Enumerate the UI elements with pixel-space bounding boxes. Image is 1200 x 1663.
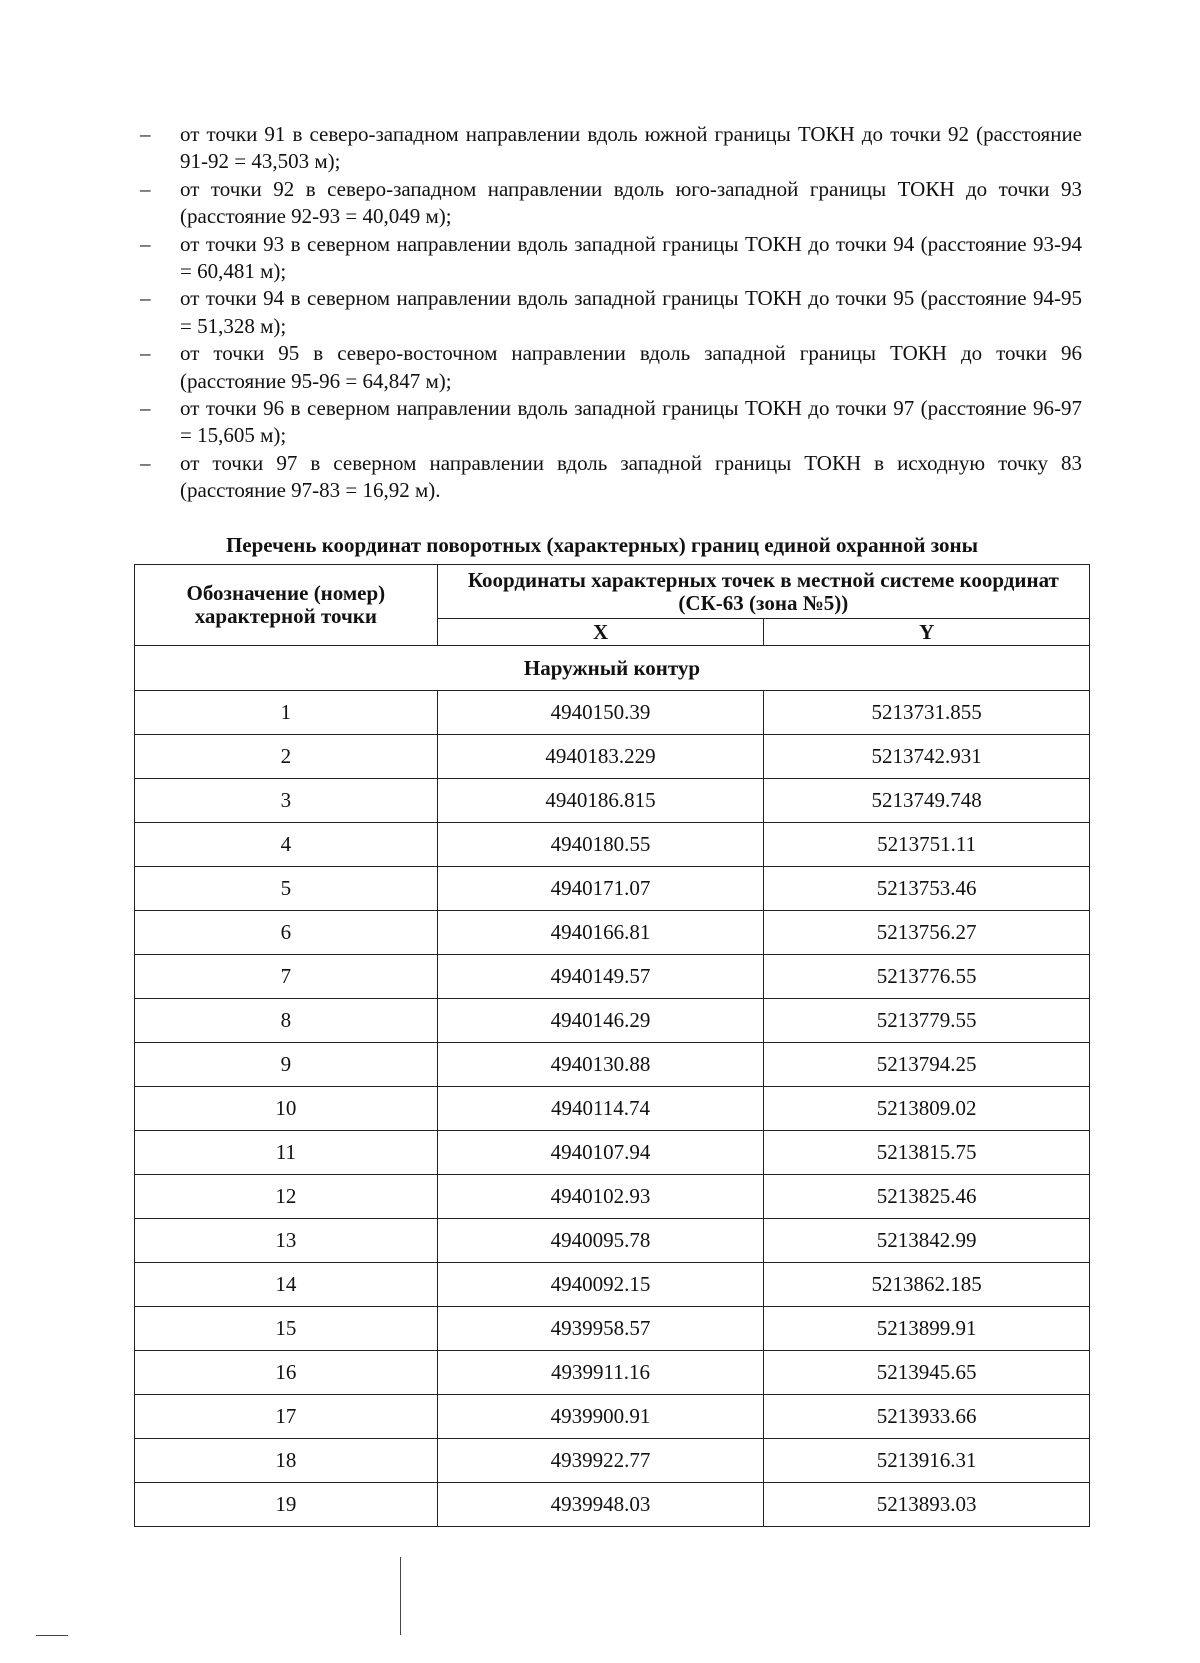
list-dash: – xyxy=(140,231,151,256)
point-number-cell: 6 xyxy=(135,911,438,955)
point-number-cell: 19 xyxy=(135,1483,438,1527)
point-number-cell: 16 xyxy=(135,1351,438,1395)
y-coordinate-cell: 5213742.931 xyxy=(764,735,1090,779)
point-number-cell: 5 xyxy=(135,867,438,911)
point-number-cell: 3 xyxy=(135,779,438,823)
y-coordinate-cell: 5213899.91 xyxy=(764,1307,1090,1351)
y-coordinate-cell: 5213776.55 xyxy=(764,955,1090,999)
x-coordinate-cell: 4940180.55 xyxy=(437,823,764,867)
y-coordinate-cell: 5213749.748 xyxy=(764,779,1090,823)
point-number-cell: 14 xyxy=(135,1263,438,1307)
x-coordinate-cell: 4939948.03 xyxy=(437,1483,764,1527)
section-row xyxy=(135,646,1090,691)
table-row xyxy=(135,779,1090,823)
list-dash: – xyxy=(140,176,151,201)
y-coordinate-cell: 5213731.855 xyxy=(764,691,1090,735)
x-coordinate-cell: 4940150.39 xyxy=(437,691,764,735)
point-number-cell: 17 xyxy=(135,1395,438,1439)
x-coordinate-cell: 4940130.88 xyxy=(437,1043,764,1087)
x-coordinate-cell: 4940186.815 xyxy=(437,779,764,823)
table-row xyxy=(135,867,1090,911)
table-row xyxy=(135,1439,1090,1483)
table-row xyxy=(135,1307,1090,1351)
list-item-text: от точки 93 в северном направлении вдоль западной границы ТОКН до точки 94 (расстояние 93-94 = 60,481 м); xyxy=(180,231,1082,284)
x-column-header: X xyxy=(437,619,764,646)
table-row xyxy=(135,1263,1090,1307)
list-dash: – xyxy=(140,122,151,146)
x-coordinate-cell: 4940171.07 xyxy=(437,867,764,911)
point-number-cell: 4 xyxy=(135,823,438,867)
x-coordinate-cell: 4939922.77 xyxy=(437,1439,764,1483)
coordinates-table xyxy=(134,564,1090,1527)
scan-artifact xyxy=(36,1635,68,1636)
table-row xyxy=(135,1483,1090,1527)
point-number-header: Обозначение (номер) характерной точки xyxy=(135,565,438,646)
table-row xyxy=(135,691,1090,735)
table-row xyxy=(135,955,1090,999)
boundary-description-list xyxy=(140,121,1082,505)
point-number-cell: 15 xyxy=(135,1307,438,1351)
point-number-cell: 10 xyxy=(135,1087,438,1131)
y-coordinate-cell: 5213945.65 xyxy=(764,1351,1090,1395)
table-header-row xyxy=(135,565,1090,619)
x-coordinate-cell: 4939911.16 xyxy=(437,1351,764,1395)
table-row xyxy=(135,1131,1090,1175)
point-number-cell: 18 xyxy=(135,1439,438,1483)
y-coordinate-cell: 5213751.11 xyxy=(764,823,1090,867)
y-coordinate-cell: 5213809.02 xyxy=(764,1087,1090,1131)
y-coordinate-cell: 5213815.75 xyxy=(764,1131,1090,1175)
list-item-text: от точки 92 в северо-западном направлении вдоль юго-западной границы ТОКН до точки 93 (расстояние 92-93 = 40,049 м); xyxy=(180,176,1082,229)
list-item-text: от точки 91 в северо-западном направлении вдоль южной границы ТОКН до точки 92 (расстояние 91-92 = 43,503 м); xyxy=(180,122,1082,174)
point-number-cell: 9 xyxy=(135,1043,438,1087)
y-column-header: Y xyxy=(764,619,1090,646)
x-coordinate-cell: 4940102.93 xyxy=(437,1175,764,1219)
y-coordinate-cell: 5213756.27 xyxy=(764,911,1090,955)
x-coordinate-cell: 4940146.29 xyxy=(437,999,764,1043)
x-coordinate-cell: 4940092.15 xyxy=(437,1263,764,1307)
list-item-text: от точки 94 в северном направлении вдоль западной границы ТОКН до точки 95 (расстояние 94-95 = 51,328 м); xyxy=(180,286,1082,338)
section-label: Наружный контур xyxy=(135,646,1090,691)
table-row xyxy=(135,1175,1090,1219)
list-item xyxy=(140,340,1082,395)
list-dash: – xyxy=(140,341,151,366)
y-coordinate-cell: 5213825.46 xyxy=(764,1175,1090,1219)
x-coordinate-cell: 4940166.81 xyxy=(437,911,764,955)
table-row xyxy=(135,999,1090,1043)
table-row xyxy=(135,735,1090,779)
coordinates-header: Координаты характерных точек в местной системе координат (СК-63 (зона №5)) xyxy=(437,565,1089,619)
list-item-text: от точки 96 в северном направлении вдоль западной границы ТОКН до точки 97 (расстояние 96-97 = 15,605 м); xyxy=(180,396,1082,448)
point-number-cell: 2 xyxy=(135,735,438,779)
x-coordinate-cell: 4940107.94 xyxy=(437,1131,764,1175)
y-coordinate-cell: 5213753.46 xyxy=(764,867,1090,911)
list-dash: – xyxy=(140,286,151,311)
x-coordinate-cell: 4940095.78 xyxy=(437,1219,764,1263)
table-row xyxy=(135,1351,1090,1395)
table-title: Перечень координат поворотных (характерных) границ единой охранной зоны xyxy=(225,533,979,557)
point-number-cell: 1 xyxy=(135,691,438,735)
y-coordinate-cell: 5213862.185 xyxy=(764,1263,1090,1307)
list-item xyxy=(140,395,1082,450)
list-dash: – xyxy=(140,450,151,475)
y-coordinate-cell: 5213779.55 xyxy=(764,999,1090,1043)
table-row xyxy=(135,911,1090,955)
table-row xyxy=(135,1043,1090,1087)
table-body xyxy=(135,646,1090,1527)
table-row xyxy=(135,1087,1090,1131)
point-number-cell: 7 xyxy=(135,955,438,999)
point-number-cell: 13 xyxy=(135,1219,438,1263)
point-number-cell: 8 xyxy=(135,999,438,1043)
list-item-text: от точки 95 в северо-восточном направлении вдоль западной границы ТОКН до точки 96 (расстояние 95-96 = 64,847 м); xyxy=(180,341,1082,393)
list-dash: – xyxy=(140,396,151,421)
table-row xyxy=(135,1395,1090,1439)
x-coordinate-cell: 4939958.57 xyxy=(437,1307,764,1351)
table-row xyxy=(135,1219,1090,1263)
x-coordinate-cell: 4940114.74 xyxy=(437,1087,764,1131)
list-item xyxy=(140,231,1082,286)
list-item xyxy=(140,450,1082,505)
y-coordinate-cell: 5213933.66 xyxy=(764,1395,1090,1439)
y-coordinate-cell: 5213916.31 xyxy=(764,1439,1090,1483)
x-coordinate-cell: 4940149.57 xyxy=(437,955,764,999)
scan-artifact xyxy=(400,1557,401,1635)
list-item xyxy=(140,285,1082,340)
list-item xyxy=(140,176,1082,231)
list-item-text: от точки 97 в северном направлении вдоль западной границы ТОКН в исходную точку 83 (расстояние 97-83 = 16,92 м). xyxy=(180,450,1082,503)
table-row xyxy=(135,823,1090,867)
list-item xyxy=(140,121,1082,176)
point-number-cell: 12 xyxy=(135,1175,438,1219)
point-number-cell: 11 xyxy=(135,1131,438,1175)
x-coordinate-cell: 4939900.91 xyxy=(437,1395,764,1439)
x-coordinate-cell: 4940183.229 xyxy=(437,735,764,779)
y-coordinate-cell: 5213842.99 xyxy=(764,1219,1090,1263)
y-coordinate-cell: 5213893.03 xyxy=(764,1483,1090,1527)
y-coordinate-cell: 5213794.25 xyxy=(764,1043,1090,1087)
